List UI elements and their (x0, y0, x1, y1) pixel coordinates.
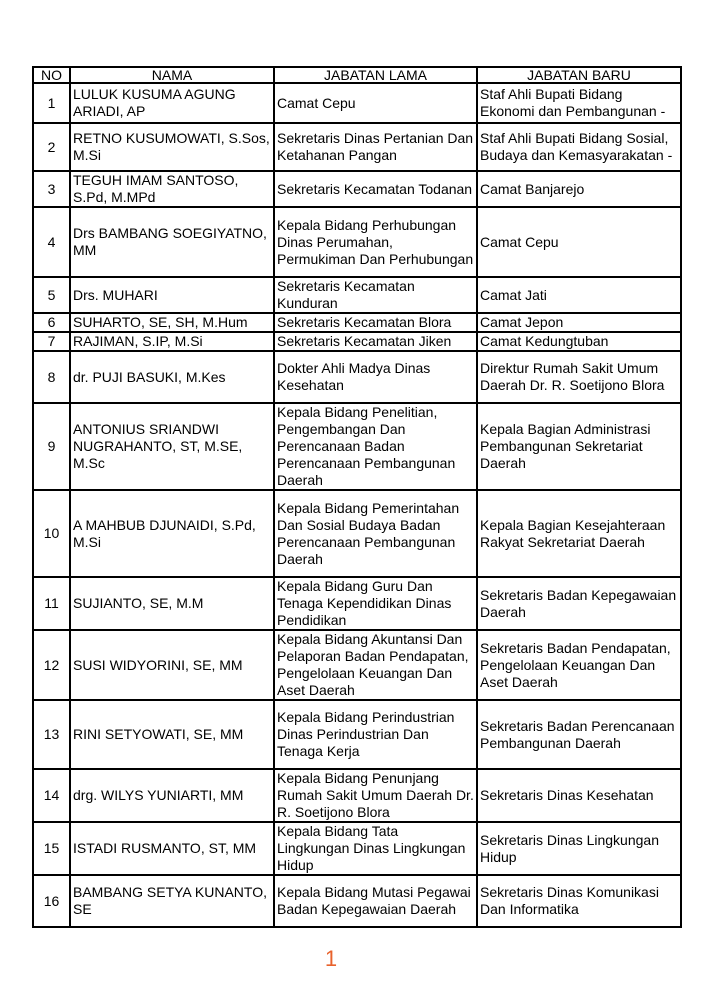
row-jabatan-lama: Sekretaris Dinas Pertanian Dan Ketahanan Pangan (274, 123, 477, 171)
row-jabatan-baru: Camat Kedungtuban (477, 332, 681, 351)
row-no: 9 (33, 403, 70, 490)
row-no: 6 (33, 313, 70, 332)
row-no: 15 (33, 822, 70, 875)
row-jabatan-baru: Sekretaris Dinas Komunikasi Dan Informatika (477, 875, 681, 927)
table-row (33, 351, 681, 403)
table-row (33, 332, 681, 351)
mutation-table (32, 66, 682, 928)
row-jabatan-lama: Kepala Bidang Perhubungan Dinas Perumahan, Permukiman Dan Perhubungan (274, 207, 477, 277)
row-no: 16 (33, 875, 70, 927)
row-no: 13 (33, 700, 70, 769)
row-jabatan-lama: Kepala Bidang Penunjang Rumah Sakit Umum Daerah Dr. R. Soetijono Blora (274, 769, 477, 822)
header-jabatan-baru: JABATAN BARU (477, 67, 681, 83)
row-no: 11 (33, 577, 70, 630)
row-jabatan-baru: Camat Banjarejo (477, 171, 681, 207)
row-nama: RAJIMAN, S.IP, M.Si (70, 332, 274, 351)
row-jabatan-lama: Kepala Bidang Akuntansi Dan Pelaporan Badan Pendapatan, Pengelolaan Keuangan Dan Aset Daerah (274, 630, 477, 700)
table-row (33, 403, 681, 490)
row-jabatan-baru: Sekretaris Badan Pendapatan, Pengelolaan Keuangan Dan Aset Daerah (477, 630, 681, 700)
row-jabatan-baru: Sekretaris Badan Kepegawaian Daerah (477, 577, 681, 630)
row-no: 14 (33, 769, 70, 822)
row-no: 5 (33, 277, 70, 313)
row-nama: dr. PUJI BASUKI, M.Kes (70, 351, 274, 403)
table-row (33, 313, 681, 332)
row-nama: TEGUH IMAM SANTOSO, S.Pd, M.MPd (70, 171, 274, 207)
page-number: 1 (324, 946, 338, 971)
row-jabatan-baru: Sekretaris Dinas Lingkungan Hidup (477, 822, 681, 875)
row-no: 1 (33, 83, 70, 123)
row-jabatan-lama: Sekretaris Kecamatan Kunduran (274, 277, 477, 313)
row-jabatan-lama: Kepala Bidang Perindustrian Dinas Perindustrian Dan Tenaga Kerja (274, 700, 477, 769)
row-jabatan-lama: Kepala Bidang Guru Dan Tenaga Kependidikan Dinas Pendidikan (274, 577, 477, 630)
row-jabatan-baru: Sekretaris Dinas Kesehatan (477, 769, 681, 822)
table-row (33, 700, 681, 769)
table-row (33, 769, 681, 822)
row-no: 10 (33, 490, 70, 577)
row-nama: A MAHBUB DJUNAIDI, S.Pd, M.Si (70, 490, 274, 577)
row-jabatan-lama: Sekretaris Kecamatan Todanan (274, 171, 477, 207)
table-row (33, 630, 681, 700)
row-jabatan-lama: Sekretaris Kecamatan Blora (274, 313, 477, 332)
table-row (33, 123, 681, 171)
table-body (33, 83, 681, 927)
row-no: 7 (33, 332, 70, 351)
table-row (33, 83, 681, 123)
row-jabatan-baru: Direktur Rumah Sakit Umum Daerah Dr. R. Soetijono Blora (477, 351, 681, 403)
row-nama: SUJIANTO, SE, M.M (70, 577, 274, 630)
row-jabatan-lama: Sekretaris Kecamatan Jiken (274, 332, 477, 351)
row-jabatan-baru: Sekretaris Badan Perencanaan Pembangunan Daerah (477, 700, 681, 769)
row-jabatan-baru: Staf Ahli Bupati Bidang Sosial, Budaya dan Kemasyarakatan - (477, 123, 681, 171)
row-jabatan-baru: Kepala Bagian Kesejahteraan Rakyat Sekretariat Daerah (477, 490, 681, 577)
table-row (33, 277, 681, 313)
row-jabatan-lama: Camat Cepu (274, 83, 477, 123)
table-row (33, 822, 681, 875)
row-jabatan-lama: Kepala Bidang Penelitian, Pengembangan Dan Perencanaan Badan Perencanaan Pembangunan Daerah (274, 403, 477, 490)
table-row (33, 577, 681, 630)
row-nama: LULUK KUSUMA AGUNG ARIADI, AP (70, 83, 274, 123)
table-row (33, 490, 681, 577)
row-nama: ISTADI RUSMANTO, ST, MM (70, 822, 274, 875)
row-jabatan-lama: Dokter Ahli Madya Dinas Kesehatan (274, 351, 477, 403)
row-jabatan-lama: Kepala Bidang Tata Lingkungan Dinas Lingkungan Hidup (274, 822, 477, 875)
table-row (33, 875, 681, 927)
row-jabatan-baru: Kepala Bagian Administrasi Pembangunan Sekretariat Daerah (477, 403, 681, 490)
row-nama: Drs BAMBANG SOEGIYATNO, MM (70, 207, 274, 277)
table-header-row (33, 67, 681, 83)
row-jabatan-baru: Camat Jepon (477, 313, 681, 332)
row-jabatan-lama: Kepala Bidang Pemerintahan Dan Sosial Budaya Badan Perencanaan Pembangunan Daerah (274, 490, 477, 577)
row-jabatan-baru: Camat Jati (477, 277, 681, 313)
row-nama: BAMBANG SETYA KUNANTO, SE (70, 875, 274, 927)
row-nama: RETNO KUSUMOWATI, S.Sos, M.Si (70, 123, 274, 171)
table-row (33, 171, 681, 207)
row-jabatan-baru: Staf Ahli Bupati Bidang Ekonomi dan Pembangunan - (477, 83, 681, 123)
row-nama: Drs. MUHARI (70, 277, 274, 313)
header-no: NO (33, 67, 70, 83)
row-no: 12 (33, 630, 70, 700)
row-no: 3 (33, 171, 70, 207)
header-nama: NAMA (70, 67, 274, 83)
row-jabatan-baru: Camat Cepu (477, 207, 681, 277)
row-nama: RINI SETYOWATI, SE, MM (70, 700, 274, 769)
row-nama: ANTONIUS SRIANDWI NUGRAHANTO, ST, M.SE, M.Sc (70, 403, 274, 490)
row-jabatan-lama: Kepala Bidang Mutasi Pegawai Badan Kepegawaian Daerah (274, 875, 477, 927)
row-nama: SUSI WIDYORINI, SE, MM (70, 630, 274, 700)
row-no: 2 (33, 123, 70, 171)
row-no: 4 (33, 207, 70, 277)
row-no: 8 (33, 351, 70, 403)
header-jabatan-lama: JABATAN LAMA (274, 67, 477, 83)
row-nama: drg. WILYS YUNIARTI, MM (70, 769, 274, 822)
table-row (33, 207, 681, 277)
row-nama: SUHARTO, SE, SH, M.Hum (70, 313, 274, 332)
